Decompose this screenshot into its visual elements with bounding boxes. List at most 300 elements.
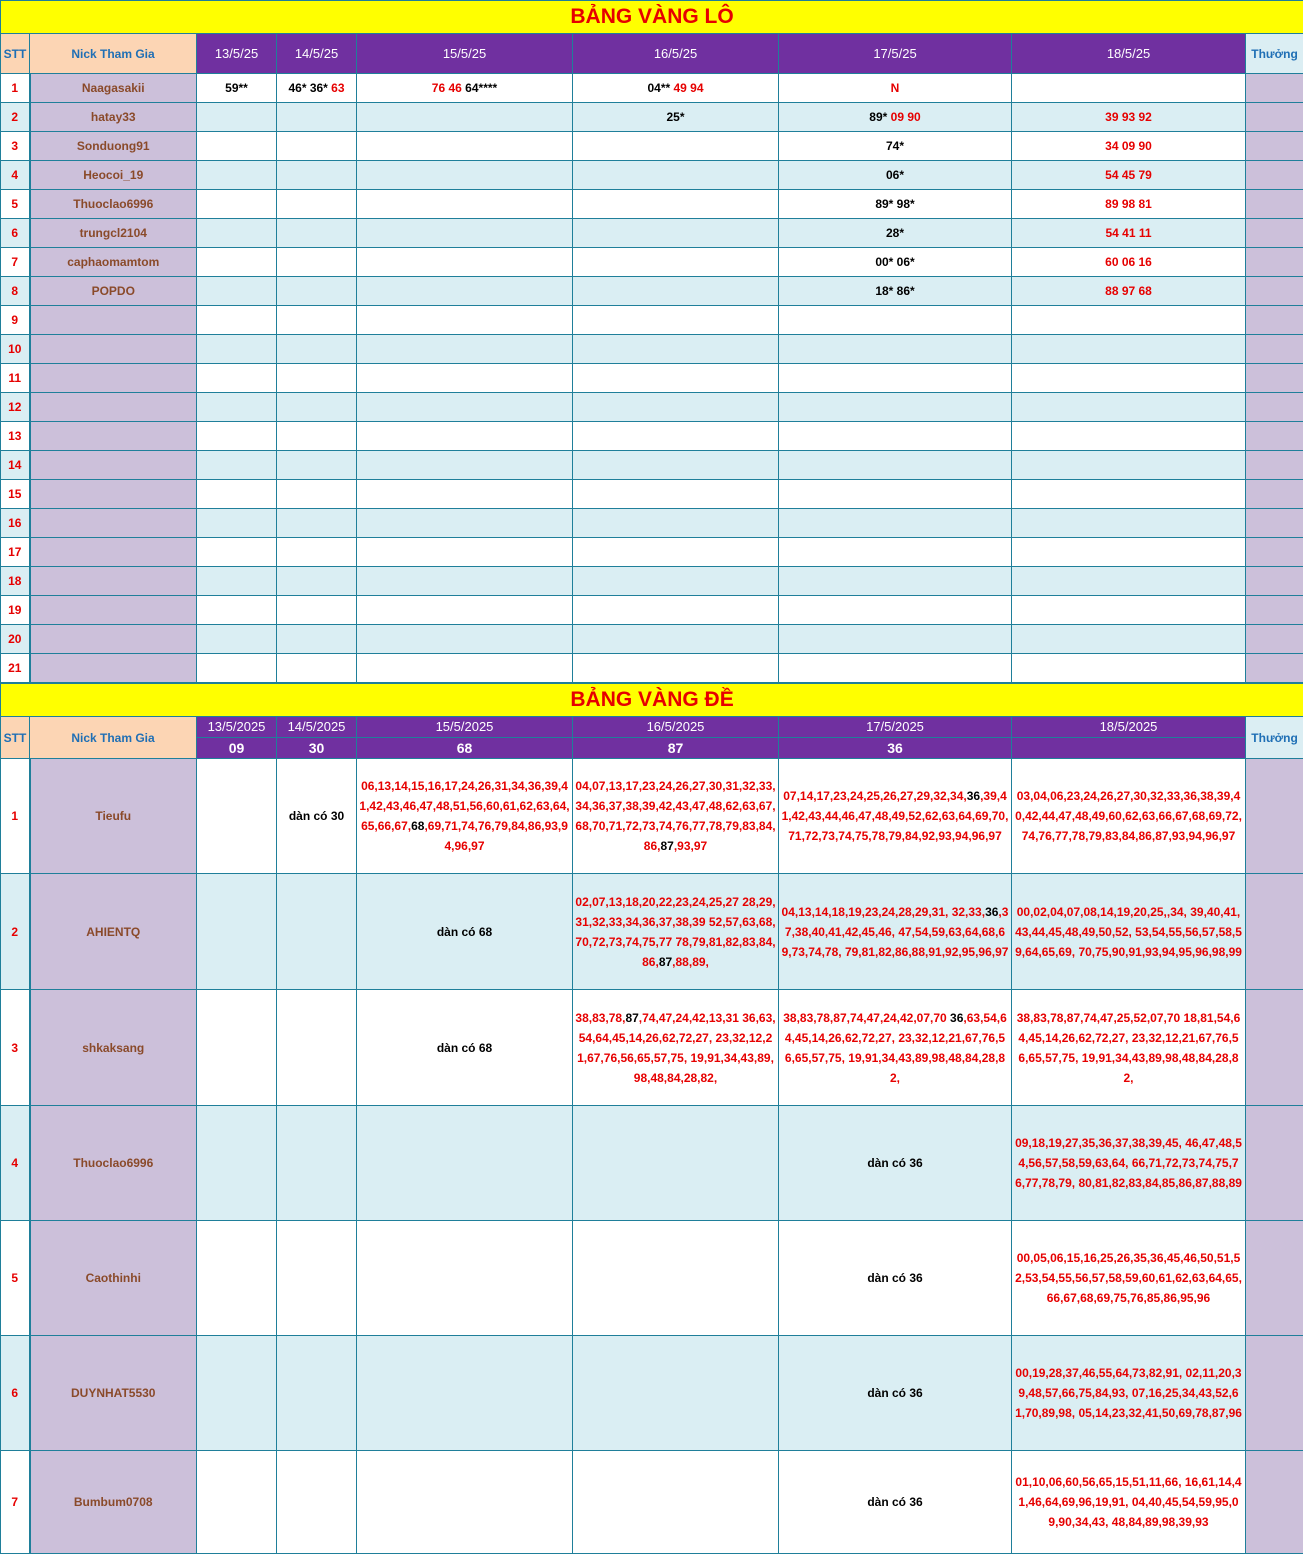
row-number: 16 [1, 509, 30, 538]
row-number: 21 [1, 654, 30, 683]
table-row [1, 393, 1303, 422]
number-segment: ,37,38,40,41,42,45,46, 47,54,59,63,64,68,69,73,74,78, 79,81,82,86,88,91,92,95,96,97 [781, 904, 1009, 959]
row-number: 13 [1, 422, 30, 451]
number-segment: dàn có 68 [436, 924, 493, 939]
table-row [1, 277, 1303, 306]
pick-cell [779, 161, 1012, 190]
pick-cell [357, 1221, 573, 1336]
pick-cell [779, 393, 1012, 422]
pick-cell [573, 103, 779, 132]
pick-cell [573, 480, 779, 509]
reward-cell [1246, 74, 1303, 103]
player-nick [30, 567, 197, 596]
pick-cell [277, 306, 357, 335]
pick-cell [357, 759, 573, 874]
pick-cell [197, 277, 277, 306]
pick-cell [779, 451, 1012, 480]
pick-cell [277, 74, 357, 103]
number-segment: 38,83,78,87,74,47,25,52,07,70 18,81,54,64,45,14,26,62,72,27, 23,32,12,21,67,76,56,65,57,75, 19,91,34,43,89,98,48,84,28,82, [1016, 1010, 1241, 1085]
player-nick: AHIENTQ [30, 874, 197, 990]
pick-cell [357, 277, 573, 306]
pick-cell [573, 1336, 779, 1451]
number-segment: 87 [625, 1010, 639, 1025]
pick-cell [1012, 538, 1246, 567]
pick-cell [277, 1451, 357, 1554]
row-number: 9 [1, 306, 30, 335]
pick-cell [357, 1451, 573, 1554]
pick-cell [357, 1106, 573, 1221]
pick-cell [197, 654, 277, 683]
de-title: BẢNG VÀNG ĐỀ [1, 684, 1303, 717]
number-segment: 63 [331, 81, 345, 95]
row-number: 6 [1, 1336, 30, 1451]
number-segment: 28* [885, 226, 905, 240]
reward-cell [1246, 759, 1303, 874]
pick-cell [779, 248, 1012, 277]
pick-cell [779, 335, 1012, 364]
pick-cell [1012, 654, 1246, 683]
number-segment: 54 41 11 [1105, 226, 1152, 240]
table-row [1, 248, 1303, 277]
player-nick [30, 306, 197, 335]
reward-cell [1246, 1451, 1303, 1554]
pick-cell [1012, 509, 1246, 538]
lo-header-nick: Nick Tham Gia [30, 34, 197, 74]
number-segment: ,39,41,42,43,44,46,47,48,49,52,62,63,64,69,70,71,72,73,74,75,78,79,84,92,93,94,96,97 [781, 789, 1009, 843]
pick-cell [573, 1106, 779, 1221]
pick-cell [277, 596, 357, 625]
pick-cell [277, 161, 357, 190]
row-number: 14 [1, 451, 30, 480]
pick-cell [1012, 74, 1246, 103]
pick-cell [573, 161, 779, 190]
reward-cell [1246, 277, 1303, 306]
pick-cell [1012, 1336, 1246, 1451]
pick-cell [197, 1336, 277, 1451]
pick-cell [779, 103, 1012, 132]
number-segment: 38,83,78,87,74,47,24,42,07,70 [783, 1010, 951, 1025]
row-number: 17 [1, 538, 30, 567]
pick-cell [1012, 219, 1246, 248]
pick-cell [1012, 335, 1246, 364]
reward-cell [1246, 567, 1303, 596]
pick-cell [357, 538, 573, 567]
pick-cell [357, 161, 573, 190]
pick-cell [573, 874, 779, 990]
pick-cell [779, 759, 1012, 874]
pick-cell [197, 990, 277, 1106]
de-header-date: 17/5/2025 [779, 717, 1012, 738]
lo-header-reward: Thưởng [1246, 34, 1303, 74]
reward-cell [1246, 654, 1303, 683]
number-segment: 60 06 16 [1105, 255, 1152, 269]
pick-cell [779, 1106, 1012, 1221]
pick-cell [197, 567, 277, 596]
lo-header-date: 16/5/25 [573, 34, 779, 74]
reward-cell [1246, 103, 1303, 132]
pick-cell [1012, 364, 1246, 393]
pick-cell [277, 567, 357, 596]
number-segment: 76 46 [431, 81, 466, 95]
pick-cell [357, 451, 573, 480]
de-result: 68 [357, 738, 573, 759]
pick-cell [357, 306, 573, 335]
row-number: 11 [1, 364, 30, 393]
pick-cell [197, 103, 277, 132]
pick-cell [277, 874, 357, 990]
pick-cell [357, 625, 573, 654]
pick-cell [1012, 451, 1246, 480]
pick-cell [277, 451, 357, 480]
pick-cell [779, 596, 1012, 625]
pick-cell [779, 190, 1012, 219]
player-nick: Naagasakii [30, 74, 197, 103]
number-segment: dàn có 68 [436, 1040, 493, 1055]
table-row [1, 567, 1303, 596]
pick-cell [573, 422, 779, 451]
pick-cell [1012, 1221, 1246, 1336]
pick-cell [573, 364, 779, 393]
lo-title: BẢNG VÀNG LÔ [1, 1, 1303, 34]
row-number: 10 [1, 335, 30, 364]
pick-cell [197, 132, 277, 161]
pick-cell [197, 306, 277, 335]
pick-cell [277, 364, 357, 393]
pick-cell [277, 480, 357, 509]
number-segment: ,93,97 [673, 839, 708, 853]
pick-cell [779, 509, 1012, 538]
lo-header-date: 13/5/25 [197, 34, 277, 74]
pick-cell [277, 509, 357, 538]
row-number: 1 [1, 759, 30, 874]
pick-cell [779, 990, 1012, 1106]
player-nick [30, 422, 197, 451]
pick-cell [197, 393, 277, 422]
number-segment: 68 [411, 819, 425, 833]
number-segment: 01,10,06,60,56,65,15,51,11,66, 16,61,14,41,46,64,69,96,19,91, 04,40,45,54,59,95,09,90,34,43, 48,84,89,98,39,93 [1015, 1475, 1242, 1529]
table-row [1, 335, 1303, 364]
reward-cell [1246, 1221, 1303, 1336]
de-header-date: 16/5/2025 [573, 717, 779, 738]
table-row [1, 1106, 1303, 1221]
pick-cell [1012, 1451, 1246, 1554]
pick-cell [357, 422, 573, 451]
pick-cell [573, 654, 779, 683]
row-number: 2 [1, 103, 30, 132]
lo-header-date: 15/5/25 [357, 34, 573, 74]
pick-cell [1012, 990, 1246, 1106]
pick-cell [197, 422, 277, 451]
pick-cell [1012, 422, 1246, 451]
pick-cell [573, 451, 779, 480]
pick-cell [1012, 103, 1246, 132]
number-segment: 06,13,14,15,16,17,24,26,31,34,36,39,41,42,43,46,47,48,51,56,60,61,62,63,64,65,66,67, [359, 779, 570, 833]
pick-cell [1012, 190, 1246, 219]
pick-cell [197, 74, 277, 103]
pick-cell [277, 335, 357, 364]
table-row [1, 1336, 1303, 1451]
number-segment: 00,02,04,07,08,14,19,20,25,,34, 39,40,41,43,44,45,48,49,50,52, 53,54,55,56,57,58,59,64,65,69, 70,75,90,91,93,94,95,96,98,99 [1015, 904, 1242, 959]
pick-cell [277, 190, 357, 219]
number-segment: 89 98 81 [1105, 197, 1152, 211]
de-header-nick: Nick Tham Gia [30, 717, 197, 759]
player-nick [30, 596, 197, 625]
player-nick: caphaomamtom [30, 248, 197, 277]
number-segment: 89* [869, 110, 891, 124]
number-segment: dàn có 36 [867, 1271, 923, 1285]
reward-cell [1246, 335, 1303, 364]
number-segment: dàn có 30 [288, 809, 345, 823]
pick-cell [357, 874, 573, 990]
number-segment: 00* 06* [875, 255, 915, 269]
pick-cell [779, 364, 1012, 393]
pick-cell [1012, 248, 1246, 277]
number-segment: 00,19,28,37,46,55,64,73,82,91, 02,11,20,39,48,57,66,75,84,93, 07,16,25,34,43,52,61,70,89,98, 05,14,23,32,41,50,69,78,87,96 [1015, 1366, 1242, 1420]
number-segment: 09,18,19,27,35,36,37,38,39,45, 46,47,48,54,56,57,58,59,63,64, 66,71,72,73,74,75,76,77,78,79, 80,81,82,83,84,85,86,87,88,89 [1015, 1136, 1242, 1190]
reward-cell [1246, 538, 1303, 567]
number-segment: 38,83,78, [575, 1010, 626, 1025]
de-result: 87 [573, 738, 779, 759]
lo-header-stt: STT [1, 34, 30, 74]
reward-cell [1246, 509, 1303, 538]
player-nick: Bumbum0708 [30, 1451, 197, 1554]
number-segment: 06* [885, 168, 905, 182]
pick-cell [779, 132, 1012, 161]
de-table [0, 683, 1303, 1554]
pick-cell [779, 480, 1012, 509]
pick-cell [1012, 277, 1246, 306]
pick-cell [277, 248, 357, 277]
reward-cell [1246, 219, 1303, 248]
pick-cell [277, 625, 357, 654]
number-segment: 74* [885, 139, 905, 153]
reward-cell [1246, 364, 1303, 393]
reward-cell [1246, 874, 1303, 990]
player-nick: trungcl2104 [30, 219, 197, 248]
row-number: 19 [1, 596, 30, 625]
table-row [1, 759, 1303, 874]
number-segment: 18* 86* [875, 284, 915, 298]
number-segment: N [890, 81, 900, 95]
player-nick [30, 625, 197, 654]
player-nick: DUYNHAT5530 [30, 1336, 197, 1451]
row-number: 8 [1, 277, 30, 306]
number-segment: 87 [660, 839, 674, 853]
pick-cell [357, 364, 573, 393]
number-segment: 07,14,17,23,24,25,26,27,29,32,34, [783, 789, 967, 803]
table-row [1, 874, 1303, 990]
pick-cell [357, 480, 573, 509]
pick-cell [277, 1106, 357, 1221]
table-row [1, 1221, 1303, 1336]
pick-cell [779, 219, 1012, 248]
de-result [1012, 738, 1246, 759]
pick-cell [277, 990, 357, 1106]
reward-cell [1246, 1336, 1303, 1451]
row-number: 12 [1, 393, 30, 422]
pick-cell [197, 874, 277, 990]
pick-cell [573, 509, 779, 538]
table-row [1, 451, 1303, 480]
table-row [1, 480, 1303, 509]
number-segment: 87 [658, 954, 673, 969]
reward-cell [1246, 248, 1303, 277]
pick-cell [357, 132, 573, 161]
number-segment: 59** [225, 81, 248, 95]
lo-header-date: 18/5/25 [1012, 34, 1246, 74]
pick-cell [573, 393, 779, 422]
row-number: 4 [1, 161, 30, 190]
row-number: 5 [1, 1221, 30, 1336]
row-number: 15 [1, 480, 30, 509]
number-segment: 54 45 79 [1105, 168, 1152, 182]
row-number: 1 [1, 74, 30, 103]
pick-cell [277, 103, 357, 132]
pick-cell [197, 190, 277, 219]
row-number: 7 [1, 248, 30, 277]
pick-cell [573, 538, 779, 567]
de-result: 36 [779, 738, 1012, 759]
table-row [1, 990, 1303, 1106]
table-row [1, 190, 1303, 219]
pick-cell [197, 364, 277, 393]
pick-cell [357, 567, 573, 596]
pick-cell [1012, 596, 1246, 625]
pick-cell [277, 1336, 357, 1451]
pick-cell [1012, 625, 1246, 654]
row-number: 5 [1, 190, 30, 219]
pick-cell [357, 509, 573, 538]
pick-cell [779, 1451, 1012, 1554]
pick-cell [197, 451, 277, 480]
pick-cell [357, 190, 573, 219]
pick-cell [573, 306, 779, 335]
pick-cell [1012, 874, 1246, 990]
pick-cell [779, 1221, 1012, 1336]
row-number: 18 [1, 567, 30, 596]
player-nick [30, 364, 197, 393]
row-number: 4 [1, 1106, 30, 1221]
pick-cell [573, 277, 779, 306]
pick-cell [573, 219, 779, 248]
lo-table [0, 0, 1303, 683]
number-segment: 25* [666, 110, 685, 124]
row-number: 6 [1, 219, 30, 248]
player-nick: Thuoclao6996 [30, 1106, 197, 1221]
pick-cell [573, 596, 779, 625]
reward-cell [1246, 161, 1303, 190]
table-row [1, 538, 1303, 567]
pick-cell [277, 538, 357, 567]
pick-cell [197, 248, 277, 277]
pick-cell [197, 538, 277, 567]
player-nick [30, 538, 197, 567]
row-number: 3 [1, 990, 30, 1106]
number-segment: 09 90 [890, 110, 921, 124]
table-row [1, 74, 1303, 103]
pick-cell [197, 161, 277, 190]
pick-cell [197, 1106, 277, 1221]
pick-cell [277, 422, 357, 451]
pick-cell [357, 219, 573, 248]
reward-cell [1246, 990, 1303, 1106]
row-number: 7 [1, 1451, 30, 1554]
pick-cell [573, 190, 779, 219]
pick-cell [357, 335, 573, 364]
number-segment: 03,04,06,23,24,26,27,30,32,33,36,38,39,40,42,44,47,48,49,60,62,63,66,67,68,69,72,74,76,77,78,79,83,84,86,87,93,94,96,97 [1015, 789, 1242, 843]
pick-cell [573, 759, 779, 874]
number-segment: dàn có 36 [867, 1495, 923, 1509]
pick-cell [197, 509, 277, 538]
pick-cell [357, 103, 573, 132]
table-row [1, 161, 1303, 190]
pick-cell [1012, 393, 1246, 422]
pick-cell [573, 625, 779, 654]
number-segment: 04** [647, 81, 674, 95]
pick-cell [1012, 567, 1246, 596]
number-segment: ,69,71,74,76,79,84,86,93,94,96,97 [424, 819, 568, 853]
player-nick: Heocoi_19 [30, 161, 197, 190]
lo-header-date: 14/5/25 [277, 34, 357, 74]
number-segment: 49 94 [673, 81, 704, 95]
pick-cell [357, 393, 573, 422]
player-nick: Sonduong91 [30, 132, 197, 161]
pick-cell [779, 567, 1012, 596]
pick-cell [1012, 161, 1246, 190]
player-nick [30, 509, 197, 538]
number-segment: ,74,47,24,42,13,31 36,63,54,64,45,14,26,62,72,27, 23,32,12,21,67,76,56,65,57,75, 19,91,34,43,89,98,48,84,28,82, [577, 1010, 776, 1085]
pick-cell [1012, 306, 1246, 335]
pick-cell [573, 1451, 779, 1554]
lo-body [1, 74, 1303, 683]
pick-cell [277, 654, 357, 683]
pick-cell [573, 132, 779, 161]
de-body [1, 759, 1303, 1554]
number-segment: dàn có 36 [867, 1156, 923, 1170]
table-row [1, 132, 1303, 161]
pick-cell [1012, 759, 1246, 874]
player-nick: Thuoclao6996 [30, 190, 197, 219]
number-segment: 04,07,13,17,23,24,26,27,30,31,32,33,34,36,37,38,39,42,43,47,48,62,63,67,68,70,71,72,73,74,76,77,78,79,83,84,86, [575, 779, 776, 853]
number-segment: 04,13,14,18,19,23,24,28,29,31, 32,33, [781, 904, 986, 919]
pick-cell [357, 654, 573, 683]
number-segment: dàn có 36 [867, 1386, 923, 1400]
row-number: 20 [1, 625, 30, 654]
pick-cell [197, 1221, 277, 1336]
table-row [1, 509, 1303, 538]
number-segment: 34 09 90 [1105, 139, 1152, 153]
pick-cell [779, 1336, 1012, 1451]
pick-cell [779, 538, 1012, 567]
pick-cell [277, 393, 357, 422]
pick-cell [573, 335, 779, 364]
lo-header-date: 17/5/25 [779, 34, 1012, 74]
pick-cell [779, 874, 1012, 990]
pick-cell [357, 74, 573, 103]
number-segment: 39 93 92 [1105, 110, 1152, 124]
row-number: 2 [1, 874, 30, 990]
de-header-date: 13/5/2025 [197, 717, 277, 738]
de-result: 30 [277, 738, 357, 759]
pick-cell [197, 1451, 277, 1554]
pick-cell [197, 219, 277, 248]
player-nick [30, 393, 197, 422]
reward-cell [1246, 451, 1303, 480]
number-segment: ,63,54,64,45,14,26,62,72,27, 23,32,12,21,67,76,56,65,57,75, 19,91,34,43,89,98,48,84,28,82, [784, 1010, 1007, 1085]
number-segment: 36 [950, 1010, 964, 1025]
pick-cell [573, 248, 779, 277]
player-nick [30, 335, 197, 364]
